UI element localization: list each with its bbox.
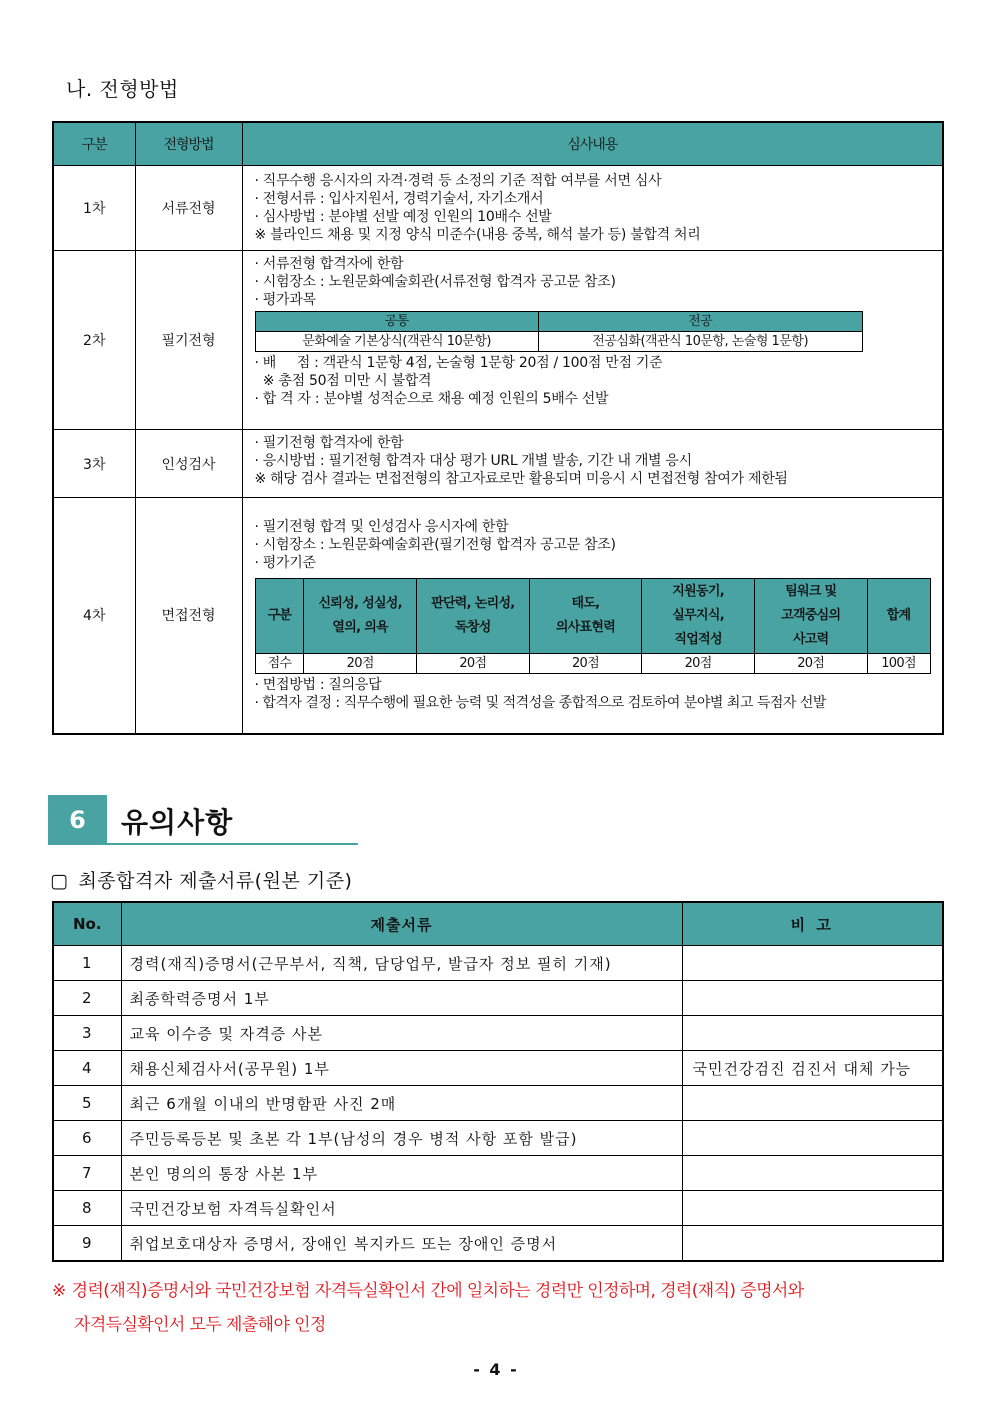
doc-note-cell <box>682 1191 943 1226</box>
criteria-header <box>304 579 417 654</box>
doc-no-cell: 6 <box>53 1121 121 1156</box>
doc-note-cell <box>682 1016 943 1051</box>
doc-note-cell <box>682 1156 943 1191</box>
doc-name-cell: 최종학력증명서 1부 <box>121 981 682 1016</box>
subject-common: 문화예술 기본상식(객관식 10문항) <box>255 332 538 352</box>
table-row <box>53 1191 943 1226</box>
doc-no-cell: 3 <box>53 1016 121 1051</box>
criteria-line: 합계 <box>886 608 911 623</box>
score-cell: 20점 <box>304 654 417 674</box>
subject-table <box>255 311 863 352</box>
doc-no-cell: 7 <box>53 1156 121 1191</box>
table-row <box>53 1016 943 1051</box>
criteria-line: 독창성 <box>455 620 491 635</box>
stage-cell: 3차 <box>53 430 135 498</box>
stage-cell: 1차 <box>53 166 135 251</box>
stage-cell: 2차 <box>53 251 135 430</box>
criteria-table <box>255 578 931 674</box>
score-cell: 20점 <box>754 654 867 674</box>
section-title: 나. 전형방법 <box>66 77 179 101</box>
notice-mark: ※ <box>52 1281 66 1301</box>
content-cell <box>242 498 943 734</box>
content-line: ※ 총점 50점 미만 시 불합격 <box>254 373 432 389</box>
criteria-line: 팀워크 및 <box>785 584 837 599</box>
criteria-line: 의사표현력 <box>555 620 616 635</box>
subject-major: 전공심화(객관식 10문항, 논술형 1문항) <box>538 332 862 352</box>
criteria-header-total <box>867 579 930 654</box>
method-cell: 서류전형 <box>135 166 242 251</box>
content-line: · 평가과목 <box>254 292 316 308</box>
documents-table <box>52 901 944 1262</box>
doc-name-cell: 채용신체검사서(공무원) 1부 <box>121 1051 682 1086</box>
criteria-line: 태도, <box>571 596 600 611</box>
content-cell <box>242 430 943 498</box>
method-cell: 필기전형 <box>135 251 242 430</box>
table-row <box>53 981 943 1016</box>
content-line: · 필기전형 합격자에 한함 <box>254 435 404 451</box>
doc-no-cell: 9 <box>53 1226 121 1262</box>
doc-name-cell: 교육 이수증 및 자격증 사본 <box>121 1016 682 1051</box>
doc-name-cell: 국민건강보험 자격득실확인서 <box>121 1191 682 1226</box>
doc-note-cell: 국민건강검진 검진서 대체 가능 <box>682 1051 943 1086</box>
criteria-line: 지원동기, <box>672 584 724 599</box>
doc-no-cell: 2 <box>53 981 121 1016</box>
criteria-header-label: 구분 <box>255 579 304 654</box>
doc-name-cell: 주민등록등본 및 초본 각 1부(남성의 경우 병적 사항 포함 발급) <box>121 1121 682 1156</box>
criteria-header <box>529 579 642 654</box>
score-cell: 20점 <box>642 654 755 674</box>
header-note: 비 고 <box>682 902 943 946</box>
section-title: 유의사항 <box>121 806 234 839</box>
content-line: ※ 블라인드 채용 및 지정 양식 미준수(내용 중복, 해석 불가 등) 불합격 처리 <box>254 227 701 243</box>
content-line: · 서류전형 합격자에 한함 <box>254 256 404 272</box>
doc-name-cell: 경력(재직)증명서(근무부서, 직책, 담당업무, 발급자 정보 필히 기재) <box>121 946 682 981</box>
table-row <box>53 1086 943 1121</box>
criteria-line: 고객중심의 <box>781 608 841 623</box>
criteria-header <box>642 579 755 654</box>
section-number-badge: 6 <box>48 795 107 845</box>
criteria-line: 실무지식, <box>672 608 724 623</box>
header-no: No. <box>53 902 121 946</box>
table-row <box>53 1156 943 1191</box>
score-label: 점수 <box>255 654 304 674</box>
method-cell: 면접전형 <box>135 498 242 734</box>
criteria-header <box>754 579 867 654</box>
table-row <box>53 946 943 981</box>
content-line: · 필기전형 합격 및 인성검사 응시자에 한함 <box>254 519 509 535</box>
header-stage: 구분 <box>53 122 135 166</box>
header-method: 전형방법 <box>135 122 242 166</box>
content-line: · 시험장소 : 노원문화예술회관(서류전형 합격자 공고문 참조) <box>254 274 616 290</box>
doc-no-cell: 1 <box>53 946 121 981</box>
doc-no-cell: 5 <box>53 1086 121 1121</box>
doc-name-cell: 본인 명의의 통장 사본 1부 <box>121 1156 682 1191</box>
notice-text-1: 경력(재직)증명서와 국민건강보험 자격득실확인서 간에 일치하는 경력만 인정하며, 경력(재직) 증명서와 <box>71 1281 804 1301</box>
page-number: - 4 - <box>473 1360 519 1379</box>
doc-note-cell <box>682 946 943 981</box>
table-row <box>53 498 943 734</box>
docs-heading-text: 최종합격자 제출서류(원본 기준) <box>78 870 353 892</box>
content-line: · 배 점 : 객관식 1문항 4점, 논술형 1문항 20점 / 100점 만점 기준 <box>254 355 663 371</box>
content-line: · 직무수행 응시자의 자격·경력 등 소정의 기준 적합 여부를 서면 심사 <box>254 173 662 189</box>
notice-text-2: 자격득실확인서 모두 제출해야 인정 <box>74 1315 326 1335</box>
doc-note-cell <box>682 1226 943 1262</box>
section-underline <box>107 843 358 845</box>
doc-note-cell <box>682 1086 943 1121</box>
content-line: · 면접방법 : 질의응답 <box>254 677 382 693</box>
content-line: · 심사방법 : 분야별 선발 예정 인원의 10배수 선발 <box>254 209 552 225</box>
content-line: · 전형서류 : 입사지원서, 경력기술서, 자기소개서 <box>254 191 544 207</box>
content-cell <box>242 251 943 430</box>
header-content: 심사내용 <box>242 122 943 166</box>
content-line: · 응시방법 : 필기전형 합격자 대상 평가 URL 개별 발송, 기간 내 개별 응시 <box>254 453 692 469</box>
method-cell: 인성검사 <box>135 430 242 498</box>
doc-note-cell <box>682 981 943 1016</box>
notice <box>52 1274 804 1342</box>
doc-name-cell: 취업보호대상자 증명서, 장애인 복지카드 또는 장애인 증명서 <box>121 1226 682 1262</box>
doc-note-cell <box>682 1121 943 1156</box>
content-cell <box>242 166 943 251</box>
table-row <box>53 1121 943 1156</box>
table-row <box>53 430 943 498</box>
content-line: · 시험장소 : 노원문화예술회관(필기전형 합격자 공고문 참조) <box>254 537 616 553</box>
doc-no-cell: 8 <box>53 1191 121 1226</box>
content-line: · 합격자 결정 : 직무수행에 필요한 능력 및 적격성을 종합적으로 검토하여 분야별 최고 득점자 선발 <box>254 695 826 711</box>
criteria-line: 신뢰성, 성실성, <box>318 596 402 611</box>
criteria-header <box>417 579 530 654</box>
table-row <box>53 251 943 430</box>
criteria-line: 직업적성 <box>674 632 722 647</box>
selection-method-table <box>52 121 944 735</box>
notice-line-2 <box>52 1308 804 1342</box>
subject-header-major: 전공 <box>538 312 862 332</box>
checkbox-icon: ▢ <box>50 870 69 892</box>
content-line: · 합 격 자 : 분야별 성적순으로 채용 예정 인원의 5배수 선발 <box>254 391 609 407</box>
header-doc: 제출서류 <box>121 902 682 946</box>
table-row <box>53 1051 943 1086</box>
doc-name-cell: 최근 6개월 이내의 반명함판 사진 2매 <box>121 1086 682 1121</box>
notice-line-1 <box>52 1274 804 1308</box>
table-row <box>53 166 943 251</box>
docs-heading <box>50 866 352 893</box>
subject-header-common: 공통 <box>255 312 538 332</box>
criteria-line: 열의, 의욕 <box>332 620 388 635</box>
criteria-line: 판단력, 논리성, <box>431 596 515 611</box>
stage-cell: 4차 <box>53 498 135 734</box>
score-cell: 100점 <box>867 654 930 674</box>
score-cell: 20점 <box>417 654 530 674</box>
content-line: ※ 해당 검사 결과는 면접전형의 참고자료로만 활용되며 미응시 시 면접전형 참여가 제한됨 <box>254 471 788 487</box>
score-cell: 20점 <box>529 654 642 674</box>
criteria-line: 사고력 <box>792 632 829 647</box>
table-row <box>53 1226 943 1262</box>
doc-no-cell: 4 <box>53 1051 121 1086</box>
content-line: · 평가기준 <box>254 555 316 571</box>
